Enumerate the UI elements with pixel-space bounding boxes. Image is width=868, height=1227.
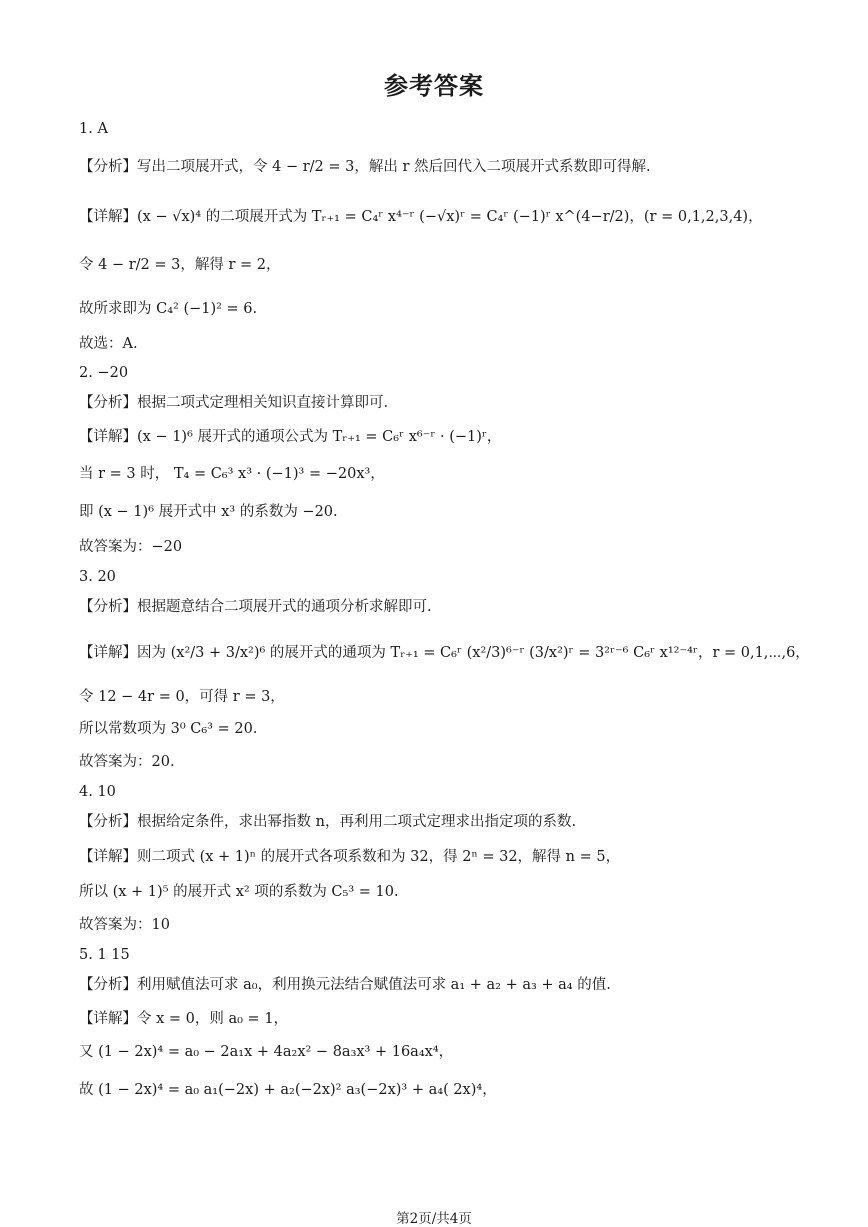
q2-step: 即 (x − 1)⁶ 展开式中 x³ 的系数为 −20. [79,504,338,520]
q3-detail: 【详解】因为 (x²/3 + 3/x²)⁶ 的展开式的通项为 Tᵣ₊₁ = C₆ʳ (x²/3)⁶⁻ʳ (3/x²)ʳ = 3²ʳ⁻⁶ C₆ʳ x¹²⁻⁴ʳ，r = 0,1,⋯,6， [79,645,810,661]
page-title: 参考答案 [384,72,484,100]
q5-step: 故 (1 − 2x)⁴ = a₀ a₁(−2x) + a₂(−2x)² a₃(−2x)³ + a₄( 2x)⁴， [79,1082,497,1098]
q1-answer: 故选：A. [79,336,138,352]
q1-step: 令 4 − r/2 = 3，解得 r = 2， [79,257,281,273]
page-footer: 第2页/共4页 [396,1211,472,1227]
q5-analysis: 【分析】利用赋值法可求 a₀，利用换元法结合赋值法可求 a₁ + a₂ + a₃ + a₄ 的值. [79,977,611,993]
q3-analysis: 【分析】根据题意结合二项展开式的通项分析求解即可. [79,599,432,615]
q2-analysis: 【分析】根据二项式定理相关知识直接计算即可. [79,395,389,411]
q2-detail: 【详解】(x − 1)⁶ 展开式的通项公式为 Tᵣ₊₁ = C₆ʳ x⁶⁻ʳ · (−1)ʳ， [79,429,502,445]
q5-step: 又 (1 − 2x)⁴ = a₀ − 2a₁x + 4a₂x² − 8a₃x³ + 16a₄x⁴， [79,1044,454,1060]
q4-detail: 【详解】则二项式 (x + 1)ⁿ 的展开式各项系数和为 32，得 2ⁿ = 32，解得 n = 5， [79,849,621,865]
q1-step: 故所求即为 C₄² (−1)² = 6. [79,301,258,317]
q3-step: 令 12 − 4r = 0，可得 r = 3， [79,689,285,705]
q5-number: 5. 1 15 [79,947,130,963]
q4-step: 所以 (x + 1)⁵ 的展开式 x² 项的系数为 C₅³ = 10. [79,884,399,900]
q4-answer: 故答案为：10 [79,917,170,933]
q3-answer: 故答案为：20. [79,754,175,770]
q3-step: 所以常数项为 3⁰ C₆³ = 20. [79,721,258,737]
q1-number: 1. A [79,121,108,137]
q5-detail: 【详解】令 x = 0，则 a₀ = 1， [79,1011,289,1027]
q3-number: 3. 20 [79,569,116,585]
q1-analysis: 【分析】写出二项展开式，令 4 − r/2 = 3，解出 r 然后回代入二项展开式系数即可得解. [79,159,651,175]
q4-analysis: 【分析】根据给定条件，求出幂指数 n，再利用二项式定理求出指定项的系数. [79,814,577,830]
q1-detail: 【详解】(x − √x)⁴ 的二项展开式为 Tᵣ₊₁ = C₄ʳ x⁴⁻ʳ (−√x)ʳ = C₄ʳ (−1)ʳ x^(4−r/2)，(r = 0,1,2,3,4)， [79,209,763,225]
q2-step: 当 r = 3 时， T₄ = C₆³ x³ · (−1)³ = −20x³， [79,466,385,482]
q4-number: 4. 10 [79,784,116,800]
q2-number: 2. −20 [79,365,129,381]
q2-answer: 故答案为：−20 [79,539,183,555]
